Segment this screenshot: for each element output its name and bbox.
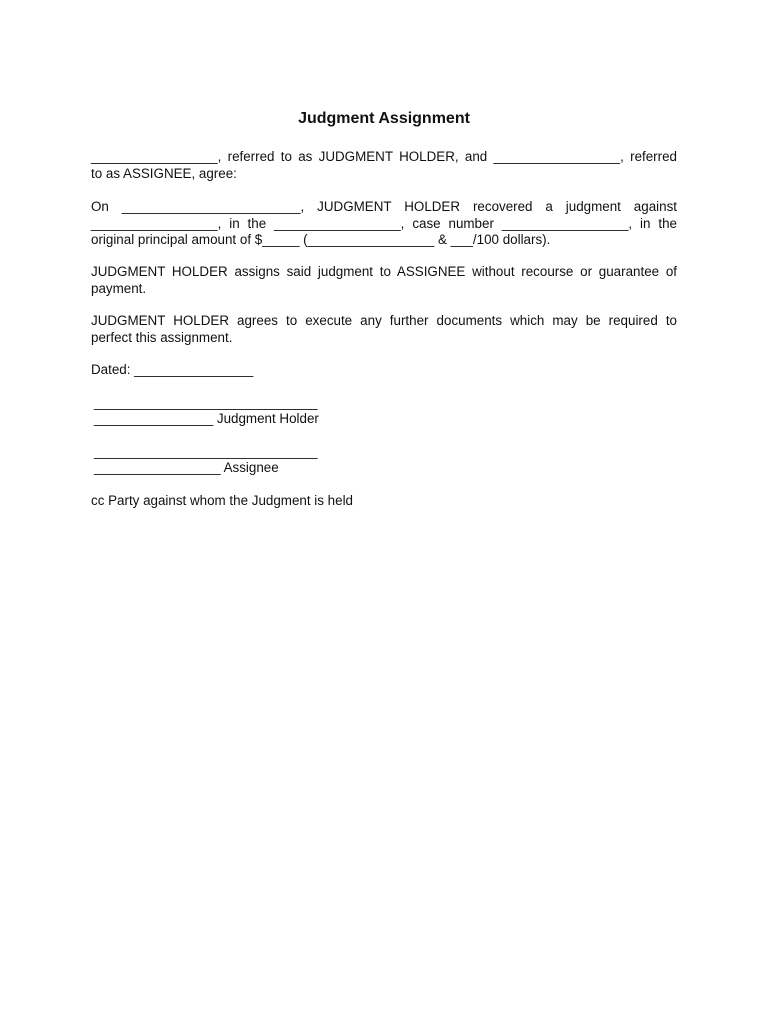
parties-line-2: to as ASSIGNEE, agree: — [91, 165, 237, 181]
further-documents-line-2: perfect this assignment. — [91, 329, 233, 345]
recovery-line-3: original principal amount of $_____ (_________________ & ___/100 dollars). — [91, 232, 551, 247]
recovery-line-1: On ________________________, JUDGMENT HOLDER recovered a judgment against — [91, 199, 677, 214]
cc-line: cc Party against whom the Judgment is held — [91, 493, 353, 508]
assignee-signature-label: _________________ Assignee — [94, 460, 279, 475]
recovery-paragraph — [91, 199, 677, 249]
document-title: Judgment Assignment — [298, 110, 470, 127]
dated-line: Dated: ________________ — [91, 362, 254, 377]
assignment-line-1: JUDGMENT HOLDER assigns said judgment to ASSIGNEE without recourse or guarantee of — [91, 264, 677, 279]
parties-line-1: _________________, referred to as JUDGMENT HOLDER, and _________________, referred — [91, 149, 677, 164]
assignment-line-2: payment. — [91, 280, 147, 296]
judgment-holder-signature-blank: ______________________________ — [94, 395, 318, 410]
further-documents-paragraph — [91, 313, 677, 346]
further-documents-line-1: JUDGMENT HOLDER agrees to execute any further documents which may be required to — [91, 313, 677, 328]
assignment-paragraph — [91, 264, 677, 297]
recovery-line-2: _________________, in the _________________, case number _________________, in the — [91, 215, 677, 231]
judgment-holder-signature-label: ________________ Judgment Holder — [94, 411, 319, 426]
assignee-signature-blank: ______________________________ — [94, 444, 318, 459]
parties-paragraph — [91, 149, 677, 182]
